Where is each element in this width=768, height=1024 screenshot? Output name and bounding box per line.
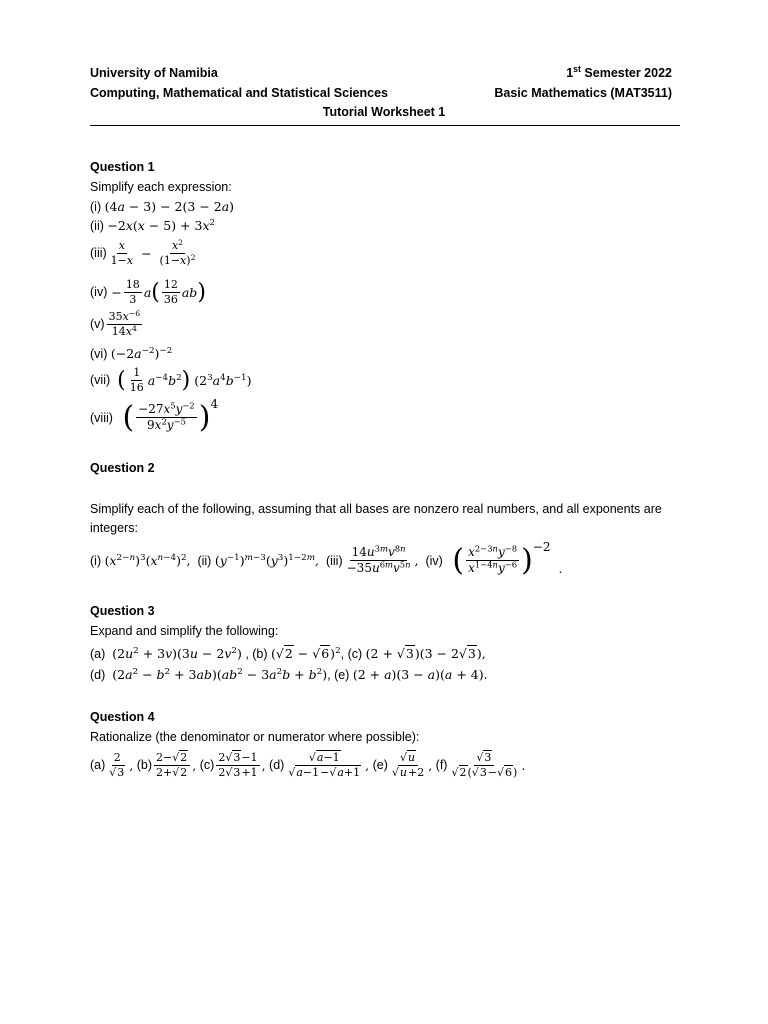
- q1-item-v: (v) $\frac{35x^{-6}}{14x^4}$: [90, 308, 141, 338]
- q1-item-i: (i) (4a − 3) − 2(3 − 2a): [90, 199, 235, 214]
- faculty-name: Computing, Mathematical and Statistical Sciences: [90, 86, 388, 100]
- course-name: Basic Mathematics (MAT3511): [494, 86, 672, 100]
- q1-item-ii: (ii) $-2x(x - 5) + 3x^2$: [90, 218, 216, 233]
- q1-item-iii: (iii) $\frac{x}{1-x}$ − $\frac{x^2}{(1-x)^2}$: [90, 237, 196, 267]
- q1-item-vii: (vii) ( $\frac{1}{16}$ $a^{-4}b^2$ ) $(2^3a^4b^{-1})$: [90, 366, 252, 394]
- q1-item-vi: (vi) $(-2a^{-2})^{-2}$: [90, 346, 173, 361]
- question-1-title: Question 1: [90, 160, 155, 174]
- question-2-title: Question 2: [90, 461, 155, 475]
- university-name: University of Namibia: [90, 66, 218, 80]
- q4-items: (a) $\frac{2}{√3}$ , (b) $\frac{2-√2}{2+√2}$ , (c) $\frac{2√3-1}{2√3+1}$ , (d) $\frac{√a-1}{√a-1-√a+1}$ , (e) $\frac{√u}{√u+2}$ , (f) $\frac{√3}{√2(√3-√6)}$ .: [90, 751, 526, 779]
- question-3-title: Question 3: [90, 604, 155, 618]
- question-3-instruction: Expand and simplify the following:: [90, 624, 279, 638]
- question-1-instruction: Simplify each expression:: [90, 180, 232, 194]
- q3-line-2: (d) $(2a^2 - b^2 + 3ab)(ab^2 - 3a^2b + b^2)$ , (e) (2 + a)(3 − a)(a + 4).: [90, 667, 488, 682]
- q3-line-1: (a) $(2u^2 + 3v)(3u - 2v^2)$ , (b) $(√2 - √6)^2$ , (c) (2 + √3)(3 − 2√3),: [90, 646, 486, 661]
- semester: 1st Semester 2022: [566, 64, 672, 80]
- worksheet-title: Tutorial Worksheet 1: [322, 105, 446, 119]
- q1-item-viii: (viii) ( $\frac{-27x^5y^{-2}}{9x^2y^{-5}}$ ) 4: [90, 396, 219, 435]
- question-4-instruction: Rationalize (the denominator or numerator where possible):: [90, 730, 420, 744]
- q2-items: (i) $(x^{2-n})^3(x^{n-4})^2$, (ii) $(y^{-1})^{m-3}(y^3)^{1-2m}$, (iii) $\frac{14u^{3m}v^{8n}}{-35u^{6m}v^{5n}}$ , (iv) ( $\frac{x^{2-3n}y^{-8}}{x^{1-4n}y^{-6}}$ ) −2 .: [90, 539, 563, 578]
- header-divider: [90, 125, 680, 126]
- q1-item-iv: (iv) − $\frac{18}{3}$ a ( $\frac{12}{36}$ ab ): [90, 278, 206, 306]
- question-2-instruction: Simplify each of the following, assuming that all bases are nonzero real numbers, and all exponents are integers:: [90, 502, 662, 535]
- question-4-title: Question 4: [90, 710, 155, 724]
